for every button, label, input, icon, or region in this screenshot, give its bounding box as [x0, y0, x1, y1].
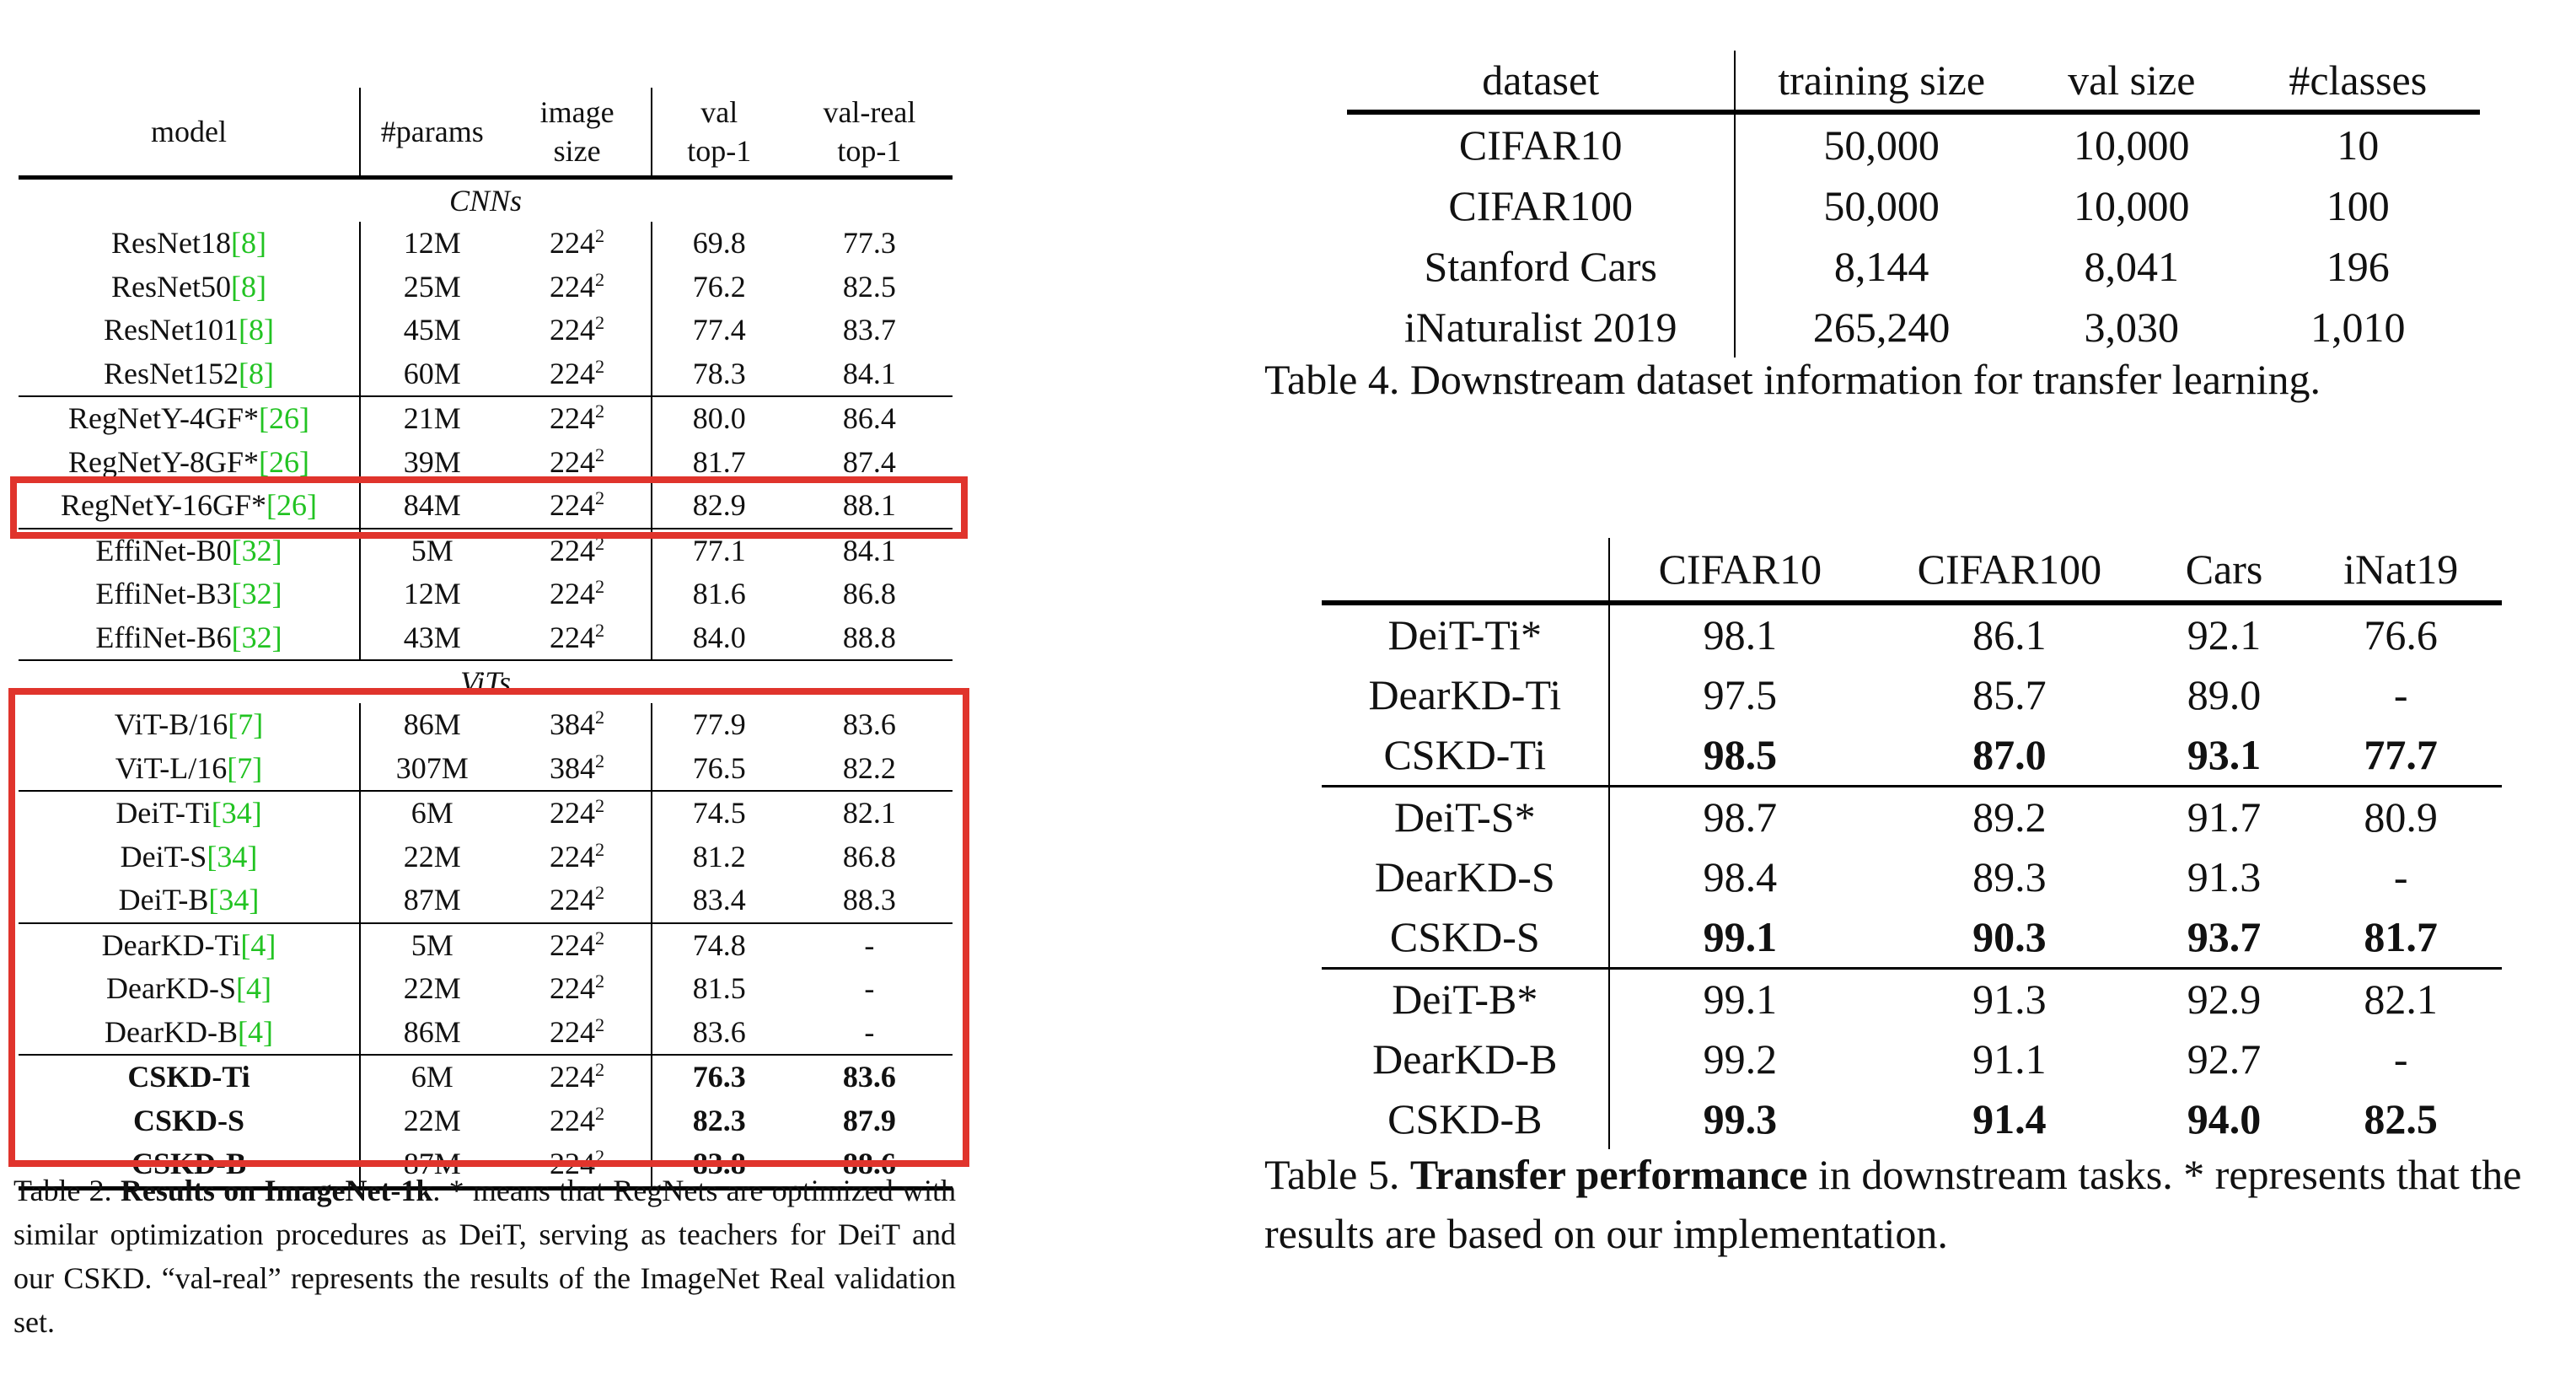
params-cell: 25M [403, 269, 461, 304]
val-top1-cell: 76.3 [652, 1055, 786, 1099]
params-cell: 22M [403, 971, 461, 1005]
params-cell: 86M [403, 1014, 461, 1049]
caption-text: . * means that RegNets are optimized with similar optimization procedures as DeiT, serving as teachers for DeiT and our CSKD. “val-real” represents the results of the ImageNet Real validation set. [13, 1174, 957, 1339]
table-5-caption [1264, 1145, 2563, 1263]
table-row [1347, 236, 2480, 297]
image-size-base: 224 [550, 839, 595, 873]
image-size-base: 224 [550, 269, 595, 304]
dataset-cell: Stanford Cars [1347, 236, 1735, 297]
params-cell: 6M [360, 1055, 504, 1099]
params-cell: 45M [403, 313, 461, 347]
citation-link[interactable]: [8] [231, 226, 266, 260]
val-top1-cell: 81.7 [692, 444, 746, 479]
cifar10-cell: 98.7 [1609, 787, 1871, 848]
dataset-rows [1347, 112, 2480, 357]
image-size-base: 224 [550, 883, 595, 916]
training-size-cell: 50,000 [1823, 121, 1940, 169]
model-name: DeiT-Ti [115, 796, 212, 830]
image-size-exponent: 2 [595, 400, 605, 422]
val-real-top1-cell: 84.1 [842, 356, 896, 390]
model-cell [19, 222, 360, 266]
image-size-cell [504, 309, 652, 352]
cnn-rows [19, 222, 953, 660]
header-cars: Cars [2149, 538, 2300, 603]
val-real-top1-cell: 83.7 [842, 313, 896, 347]
image-size-exponent: 2 [595, 1059, 605, 1080]
cifar100-cell: 91.1 [1972, 1035, 2047, 1083]
highlight-box-vits-section [8, 688, 969, 1167]
model-name: DeiT-B [118, 883, 209, 916]
table-row [1322, 1089, 2502, 1149]
table-4-dataset-info [1347, 51, 2480, 357]
header-dataset: dataset [1347, 51, 1735, 112]
table-row [1322, 969, 2502, 1030]
citation-link[interactable]: [8] [231, 269, 266, 304]
citation-link[interactable]: [32] [231, 620, 282, 654]
image-size-cell [504, 572, 652, 616]
params-cell: 21M [360, 396, 504, 441]
params-cell: 5M [360, 529, 504, 573]
transfer-rows [1322, 603, 2502, 1149]
model-name: RegNetY-16GF* [61, 488, 266, 522]
image-size-exponent: 2 [595, 1102, 605, 1124]
cars-cell: 93.7 [2187, 913, 2262, 960]
image-size-base: 224 [550, 1060, 595, 1094]
params-cell: 86M [403, 707, 461, 741]
model-name: CSKD-S [132, 1103, 245, 1137]
image-size-exponent: 2 [595, 750, 605, 771]
params-cell: 87M [360, 1142, 504, 1188]
method-cell: DeiT-B* [1322, 969, 1609, 1030]
cifar10-cell: 98.1 [1703, 611, 1778, 658]
table-row [1322, 847, 2502, 907]
model-name: ResNet50 [111, 269, 231, 304]
image-size-base: 224 [550, 971, 595, 1005]
citation-link[interactable]: [8] [239, 356, 274, 390]
cifar100-cell: 90.3 [1972, 913, 2047, 960]
val-real-top1-cell: 83.6 [842, 707, 896, 741]
model-name: DearKD-B [105, 1014, 238, 1049]
dataset-cell: iNaturalist 2019 [1347, 297, 1735, 357]
val-real-top1-cell: 86.4 [786, 396, 953, 441]
dataset-cell: CIFAR10 [1347, 112, 1735, 175]
cars-cell: 92.9 [2149, 969, 2300, 1030]
val-top1-cell: 77.9 [692, 707, 746, 741]
citation-link[interactable]: [4] [237, 1014, 273, 1049]
image-size-exponent: 2 [595, 225, 605, 246]
model-name: DeiT-S [120, 839, 207, 873]
cifar100-cell: 87.0 [1972, 731, 2047, 778]
params-cell: 87M [403, 883, 461, 916]
image-size-exponent: 2 [595, 970, 605, 992]
val-top1-cell: 82.9 [692, 488, 746, 522]
method-cell: DeiT-Ti* [1322, 603, 1609, 665]
image-size-exponent: 2 [595, 1146, 605, 1167]
caption-bold: Results on ImageNet-1k [120, 1174, 433, 1207]
training-size-cell: 265,240 [1812, 304, 1951, 351]
val-top1-cell: 76.2 [692, 269, 746, 304]
val-top1-cell: 84.0 [692, 620, 746, 654]
citation-link[interactable]: [34] [207, 839, 258, 873]
params-cell: 5M [360, 923, 504, 968]
cifar100-cell: 85.7 [1972, 671, 2047, 718]
image-size-base: 224 [550, 1103, 595, 1137]
inat19-cell: 82.1 [2300, 969, 2502, 1030]
val-real-top1-cell: 87.9 [842, 1103, 896, 1137]
image-size-exponent: 2 [595, 576, 605, 597]
header-image-size: image size [504, 88, 652, 178]
model-cell [19, 309, 360, 352]
citation-link[interactable]: [4] [235, 971, 271, 1005]
val-top1-cell: 83.4 [692, 883, 746, 916]
table-row [1322, 725, 2502, 787]
table-row [1322, 787, 2502, 848]
val-real-top1-cell: 82.2 [842, 750, 896, 785]
inat19-cell: 82.5 [2364, 1095, 2438, 1142]
caption-bold: Transfer performance [1409, 1151, 1808, 1198]
method-cell: DearKD-S [1322, 847, 1609, 907]
image-size-base: 224 [550, 488, 595, 522]
val-size-cell: 10,000 [2073, 121, 2190, 169]
val-real-top1-cell: 88.8 [842, 620, 896, 654]
params-cell: 22M [403, 1103, 461, 1137]
header-classes: #classes [2236, 51, 2480, 112]
classes-cell: 1,010 [2310, 304, 2406, 351]
table-row [1322, 603, 2502, 665]
val-real-top1-cell: 83.6 [786, 1055, 953, 1099]
dataset-cell: CIFAR100 [1347, 175, 1735, 236]
val-real-top1-cell: - [864, 1014, 875, 1049]
model-name: RegNetY-4GF* [68, 401, 259, 435]
table-row [1347, 175, 2480, 236]
image-size-exponent: 2 [595, 487, 605, 508]
citation-link[interactable]: [8] [239, 313, 274, 347]
image-size-cell [504, 396, 652, 441]
val-top1-cell: 83.6 [692, 1014, 746, 1049]
method-cell: CSKD-S [1322, 907, 1609, 969]
image-size-base: 224 [550, 226, 595, 260]
val-top1-cell: 74.5 [652, 791, 786, 836]
table-row [19, 572, 953, 616]
classes-cell: 100 [2326, 182, 2390, 229]
section-label-vits: ViTs [19, 660, 953, 703]
cifar10-cell: 99.3 [1703, 1095, 1778, 1142]
val-real-top1-cell: 82.1 [786, 791, 953, 836]
image-size-exponent: 2 [595, 707, 605, 728]
image-size-exponent: 2 [595, 532, 605, 554]
header-cifar10: CIFAR10 [1609, 538, 1871, 603]
params-cell: 12M [403, 226, 461, 260]
table-row [19, 222, 953, 266]
citation-link[interactable]: [7] [228, 707, 264, 741]
image-size-exponent: 2 [595, 619, 605, 641]
image-size-exponent: 2 [595, 1013, 605, 1035]
val-real-top1-cell: 82.5 [842, 269, 896, 304]
model-cell [19, 266, 360, 309]
citation-link[interactable]: [4] [240, 927, 276, 962]
image-size-base: 224 [550, 313, 595, 347]
image-size-base: 224 [550, 1014, 595, 1049]
model-name: EffiNet-B0 [95, 533, 232, 567]
method-cell: DearKD-B [1322, 1029, 1609, 1089]
citation-link[interactable]: [32] [231, 533, 282, 567]
val-size-cell: 10,000 [2073, 182, 2190, 229]
table-4-caption: Table 4. Downstream dataset information for transfer learning. [1264, 356, 2321, 403]
cars-cell: 91.3 [2187, 853, 2262, 900]
header-model: model [19, 88, 360, 178]
model-cell [19, 616, 360, 661]
params-cell: 60M [403, 356, 461, 390]
cars-cell: 91.7 [2149, 787, 2300, 848]
method-cell: DeiT-S* [1322, 787, 1609, 848]
cifar100-cell: 91.3 [1870, 969, 2149, 1030]
method-cell: CSKD-B [1322, 1089, 1609, 1149]
image-size-exponent: 2 [595, 882, 605, 903]
model-name: EffiNet-B3 [95, 577, 232, 610]
cifar100-cell: 91.4 [1972, 1095, 2047, 1142]
image-size-base: 224 [550, 1147, 595, 1180]
cifar10-cell: 99.2 [1703, 1035, 1778, 1083]
val-real-top1-cell: 88.3 [842, 883, 896, 916]
cifar100-cell: 89.3 [1972, 853, 2047, 900]
table-row [1322, 1029, 2502, 1089]
image-size-base: 224 [550, 533, 595, 567]
val-top1-cell: 77.4 [692, 313, 746, 347]
classes-cell: 10 [2337, 121, 2380, 169]
params-cell: 43M [403, 620, 461, 654]
val-real-top1-cell: 87.4 [842, 444, 896, 479]
val-size-cell: 3,030 [2084, 304, 2179, 351]
image-size-exponent: 2 [595, 927, 605, 949]
header-empty [1322, 538, 1609, 603]
image-size-exponent: 2 [595, 795, 605, 816]
inat19-cell: 81.7 [2364, 913, 2438, 960]
inat19-cell: 77.7 [2364, 731, 2438, 778]
image-size-exponent: 2 [595, 312, 605, 333]
table-header-row [1322, 538, 2502, 603]
table-5-transfer-performance [1322, 538, 2502, 1149]
inat19-cell: 76.6 [2364, 611, 2438, 658]
cifar100-cell: 89.2 [1870, 787, 2149, 848]
table-row [1347, 112, 2480, 175]
cars-cell: 94.0 [2187, 1095, 2262, 1142]
classes-cell: 196 [2326, 243, 2390, 290]
image-size-base: 384 [550, 750, 595, 785]
model-name: ViT-L/16 [115, 750, 228, 785]
image-size-exponent: 2 [595, 443, 605, 465]
cars-cell: 89.0 [2187, 671, 2262, 718]
model-cell [19, 572, 360, 616]
image-size-cell [504, 266, 652, 309]
table-row [19, 352, 953, 397]
model-cell [19, 396, 360, 441]
params-cell: 84M [403, 488, 461, 522]
image-size-base: 224 [550, 927, 595, 962]
cifar10-cell: 98.5 [1703, 731, 1778, 778]
val-top1-cell: 69.8 [692, 226, 746, 260]
model-name: EffiNet-B6 [95, 620, 232, 654]
inat19-cell: - [2393, 1035, 2408, 1083]
table-header-row [19, 88, 953, 178]
header-val-size: val size [2027, 51, 2236, 112]
highlight-box-regnety-16gf [10, 476, 968, 539]
image-size-base: 224 [550, 356, 595, 390]
cifar100-cell: 86.1 [1972, 611, 2047, 658]
image-size-base: 224 [550, 444, 595, 479]
header-cifar100: CIFAR100 [1870, 538, 2149, 603]
training-size-cell: 8,144 [1833, 243, 1929, 290]
citation-link[interactable]: [7] [227, 750, 263, 785]
header-params: #params [360, 88, 504, 178]
val-real-top1-cell: 77.3 [842, 226, 896, 260]
cifar10-cell: 99.1 [1609, 969, 1871, 1030]
caption-label: Table 2. [13, 1174, 112, 1207]
image-size-base: 224 [550, 401, 595, 435]
table-row [19, 266, 953, 309]
image-size-cell [504, 222, 652, 266]
model-name: ViT-B/16 [114, 707, 228, 741]
val-real-top1-cell: - [864, 971, 875, 1005]
model-name: DearKD-Ti [101, 927, 241, 962]
table-row [19, 396, 953, 441]
method-cell: DearKD-Ti [1322, 665, 1609, 725]
params-cell: 12M [403, 577, 461, 610]
inat19-cell: 80.9 [2300, 787, 2502, 848]
table-row [19, 309, 953, 352]
cifar10-cell: 98.4 [1703, 853, 1778, 900]
citation-link[interactable]: [26] [259, 401, 309, 435]
model-name: ResNet152 [104, 356, 239, 390]
table-header-row [1347, 51, 2480, 112]
cifar10-cell: 99.1 [1703, 913, 1778, 960]
cifar10-cell: 97.5 [1703, 671, 1778, 718]
header-val-real-top1: val-real top-1 [786, 88, 953, 178]
inat19-cell: - [2393, 671, 2408, 718]
image-size-cell [504, 352, 652, 397]
val-top1-cell: 82.3 [692, 1103, 746, 1137]
training-size-cell: 50,000 [1823, 182, 1940, 229]
params-cell: 6M [360, 791, 504, 836]
image-size-exponent: 2 [595, 355, 605, 377]
cars-cell: 92.1 [2187, 611, 2262, 658]
citation-link[interactable]: [32] [231, 577, 282, 610]
params-cell: 39M [403, 444, 461, 479]
image-size-exponent: 2 [595, 268, 605, 290]
image-size-base: 224 [550, 620, 595, 654]
citation-link[interactable]: [26] [266, 488, 317, 522]
val-real-top1-cell: 84.1 [786, 529, 953, 573]
params-cell: 307M [395, 750, 469, 785]
image-size-base: 384 [550, 707, 595, 741]
header-val-top1: val top-1 [652, 88, 786, 178]
citation-link[interactable]: [26] [259, 444, 309, 479]
val-top1-cell: 83.8 [652, 1142, 786, 1188]
header-inat19: iNat19 [2300, 538, 2502, 603]
citation-link[interactable]: [34] [208, 883, 260, 916]
model-name: ResNet101 [104, 313, 239, 347]
table-row [1347, 297, 2480, 357]
model-name: CSKD-Ti [127, 1060, 250, 1094]
val-real-top1-cell: 86.8 [842, 839, 896, 873]
model-name: DearKD-S [106, 971, 236, 1005]
val-top1-cell: 81.2 [692, 839, 746, 873]
val-top1-cell: 74.8 [652, 923, 786, 968]
table-row [19, 616, 953, 661]
header-training-size: training size [1735, 51, 2027, 112]
val-top1-cell: 81.6 [692, 577, 746, 610]
inat19-cell: - [2393, 853, 2408, 900]
val-top1-cell: 77.1 [652, 529, 786, 573]
val-real-top1-cell: 88.6 [786, 1142, 953, 1188]
val-real-top1-cell: 88.1 [842, 488, 896, 522]
val-real-top1-cell: 86.8 [842, 577, 896, 610]
image-size-base: 224 [550, 796, 595, 830]
val-size-cell: 8,041 [2084, 243, 2179, 290]
model-name: ResNet18 [111, 226, 231, 260]
model-cell [19, 352, 360, 397]
val-real-top1-cell: - [786, 923, 953, 968]
image-size-cell [504, 616, 652, 661]
image-size-base: 224 [550, 577, 595, 610]
table-2-caption [13, 1169, 956, 1344]
params-cell: 22M [403, 839, 461, 873]
image-size-exponent: 2 [595, 838, 605, 860]
caption-label: Table 5. [1264, 1151, 1400, 1198]
caption-text: in downstream tasks. * represents that the results are based on our implementation. [1264, 1151, 2522, 1257]
section-label-cnns: CNNs [448, 184, 523, 218]
model-name: RegNetY-8GF* [68, 444, 259, 479]
val-top1-cell: 80.0 [652, 396, 786, 441]
val-top1-cell: 78.3 [692, 356, 746, 390]
cars-cell: 92.7 [2187, 1035, 2262, 1083]
val-top1-cell: 81.5 [692, 971, 746, 1005]
citation-link[interactable]: [34] [211, 796, 262, 830]
section-row-cnns [19, 178, 953, 223]
method-cell: CSKD-Ti [1322, 725, 1609, 787]
model-name: CSKD-B [131, 1147, 247, 1180]
table-row [1322, 907, 2502, 969]
val-top1-cell: 76.5 [692, 750, 746, 785]
table-row [1322, 665, 2502, 725]
cars-cell: 93.1 [2187, 731, 2262, 778]
